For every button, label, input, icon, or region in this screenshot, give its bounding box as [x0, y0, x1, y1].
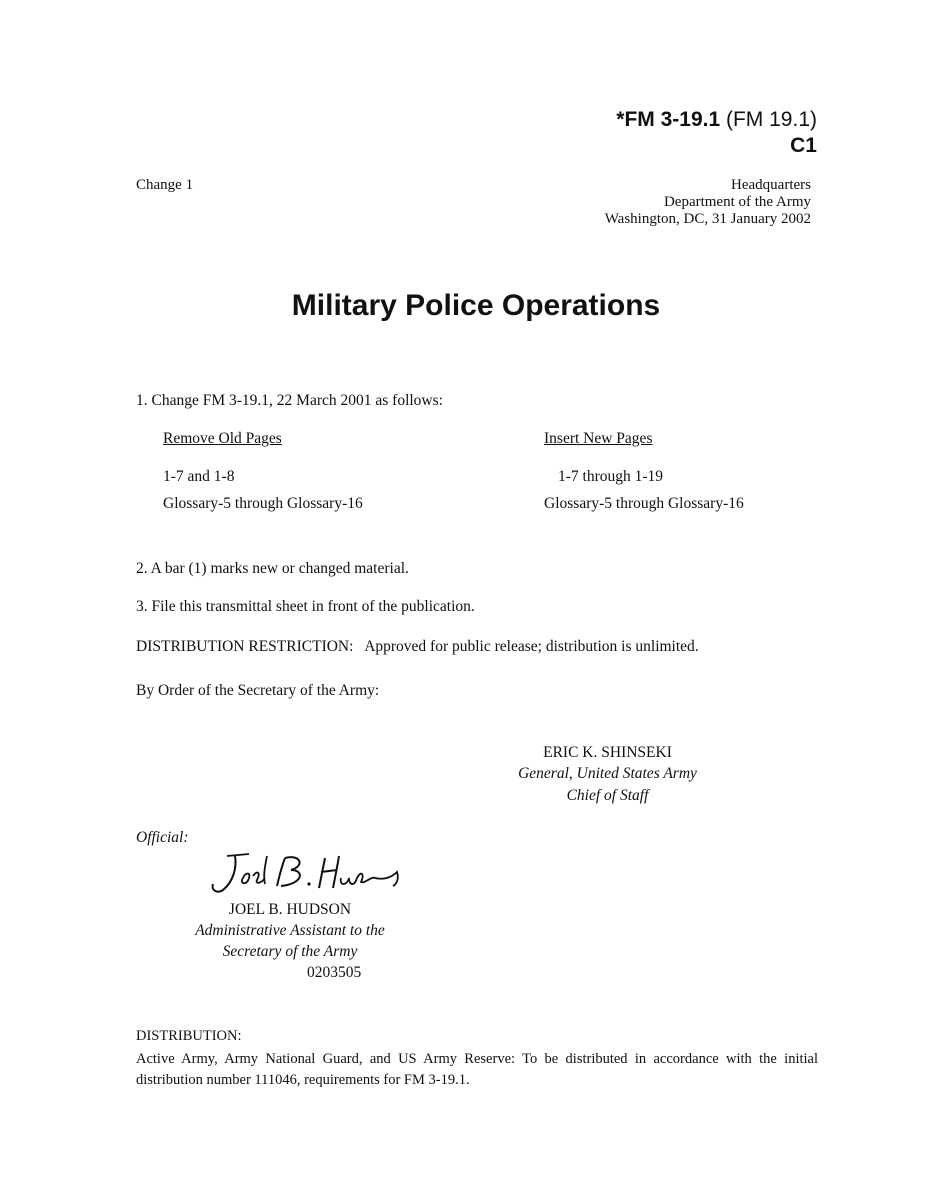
document-title: Military Police Operations [291, 289, 661, 322]
handwritten-signature [205, 848, 405, 898]
remove-pages-header: Remove Old Pages [163, 430, 282, 447]
distribution-text: Active Army, Army National Guard, and US Army Reserve: To be distributed in accordance with the initial distribution number 111046, requirements for FM 3-19.1. [136, 1051, 818, 1088]
hq-line: Headquarters [731, 177, 811, 193]
item-3-text: 3. File this transmittal sheet in front of the publication. [136, 598, 475, 615]
distribution-label: DISTRIBUTION: [136, 1028, 242, 1044]
insert-pages-row: 1-7 through 1-19 [558, 468, 664, 485]
superseded-number: (FM 19.1) [725, 108, 817, 131]
change-label: Change 1 [136, 177, 194, 193]
official-name: JOEL B. HUDSON [228, 901, 352, 918]
distribution-restriction: DISTRIBUTION RESTRICTION: Approved for public release; distribution is unlimited. [136, 638, 699, 655]
official-title-line1: Administrative Assistant to the [195, 922, 385, 939]
change-code: C1 [790, 134, 817, 157]
item-2-text: 2. A bar (1) marks new or changed material. [136, 560, 409, 577]
headquarters-block [605, 177, 811, 228]
official-number: 0203505 [307, 964, 362, 981]
item-1-text: 1. Change FM 3-19.1, 22 March 2001 as follows: [136, 392, 443, 409]
insert-pages-header: Insert New Pages [544, 430, 653, 447]
remove-pages-row: Glossary-5 through Glossary-16 [163, 495, 363, 512]
hq-line: Washington, DC, 31 January 2002 [604, 211, 811, 227]
official-title-line2: Secretary of the Army [222, 943, 358, 960]
remove-pages-row: 1-7 and 1-8 [163, 468, 235, 485]
official-label: Official: [136, 829, 189, 846]
publication-designation [616, 108, 817, 132]
chief-name: ERIC K. SHINSEKI [543, 744, 672, 761]
chief-role: Chief of Staff [566, 787, 649, 804]
order-line: By Order of the Secretary of the Army: [136, 682, 380, 699]
chief-rank: General, United States Army [518, 765, 697, 782]
hq-line: Department of the Army [663, 194, 811, 210]
insert-pages-row: Glossary-5 through Glossary-16 [544, 495, 744, 512]
fm-number: *FM 3-19.1 [616, 108, 721, 131]
